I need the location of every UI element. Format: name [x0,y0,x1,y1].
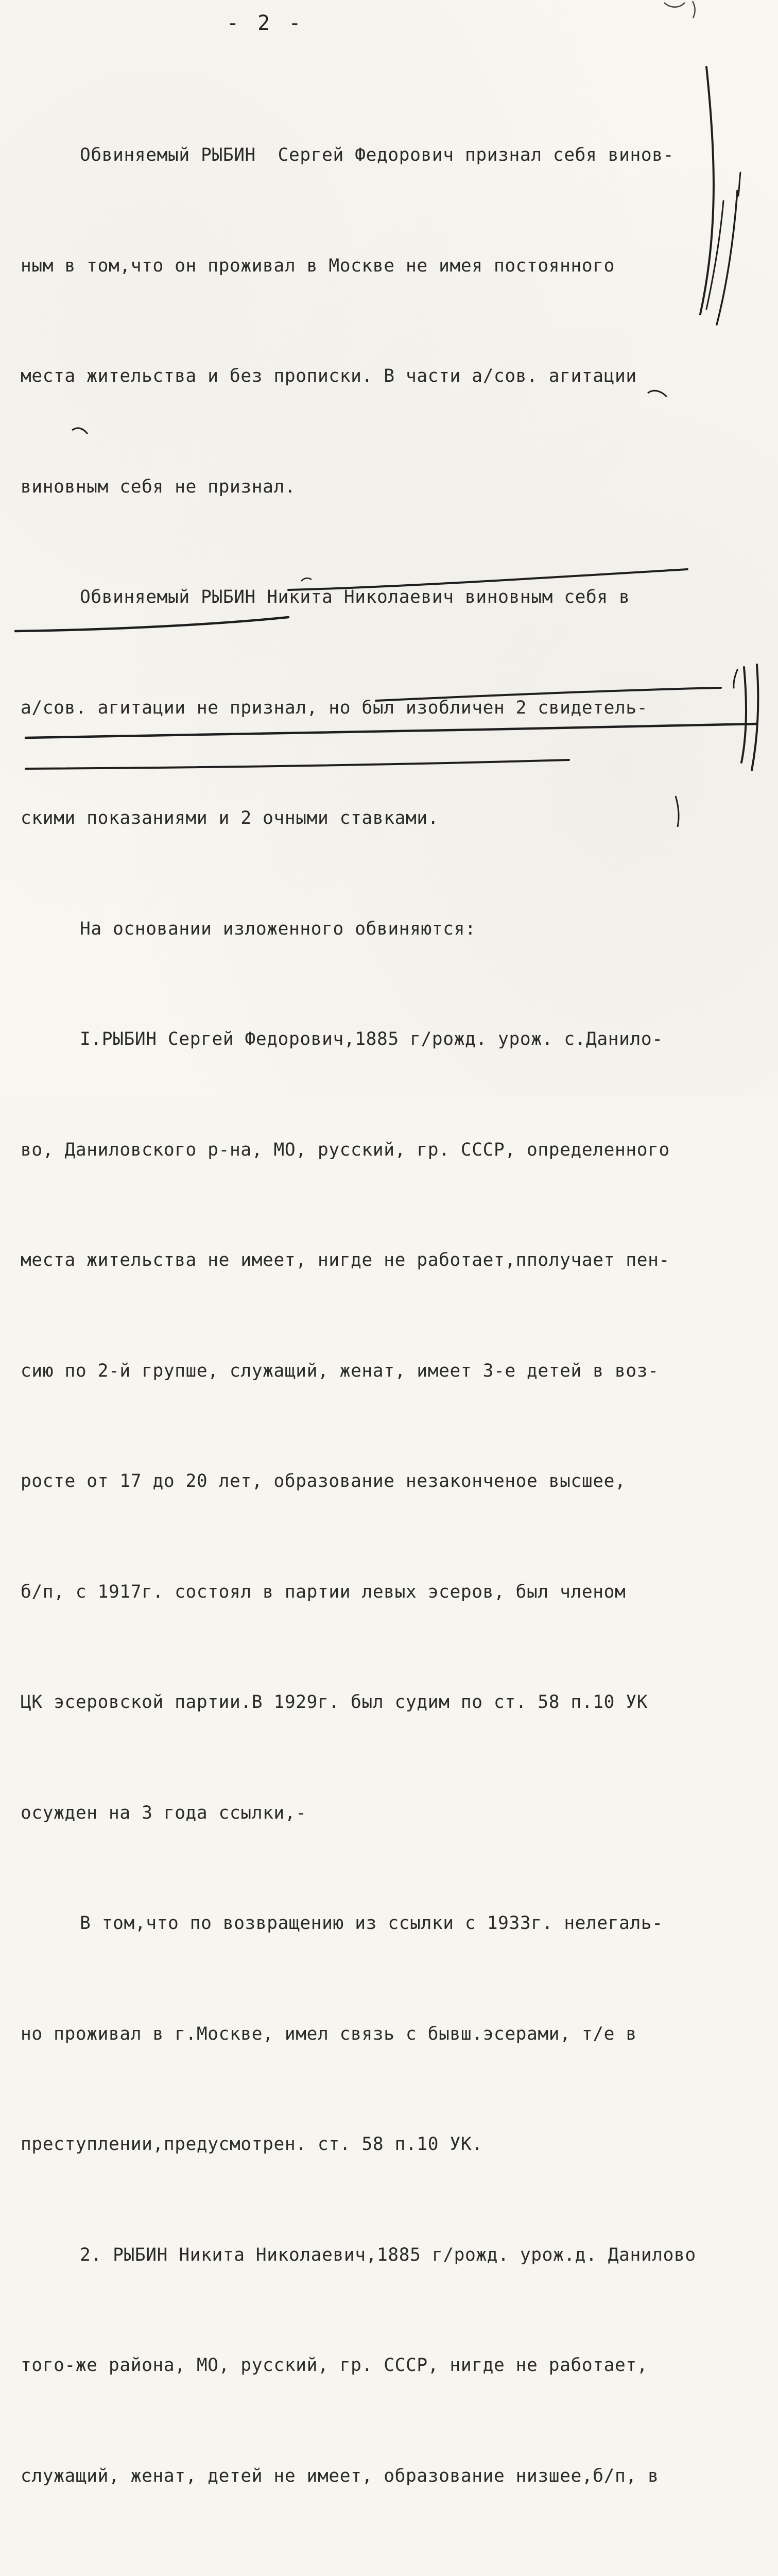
margin-stroke [752,665,758,770]
text-line: но проживал в г.Москве, имел связь с бывш.эсерами, т/е в [21,2023,637,2044]
text-line: На основании изложенного обвиняются: [80,918,476,939]
margin-stroke [738,173,740,196]
text-line: сию по 2-й групше, служащий, женат, имеет 3-е детей в воз- [21,1360,659,1381]
text-line: осужден на 3 года ссылки,- [21,1802,307,1823]
text-line: скими показаниями и 2 очными ставками. [21,808,439,828]
text-line: I.РЫБИН Сергей Федорович,1885 г/рожд. урож. с.Данило- [80,1029,663,1049]
text-line: во, Даниловского р-на, МО, русский, гр. СССР, определенного [21,1139,670,1160]
text-line: служащий, женат, детей не имеет, образование низшее,б/п, в [21,2465,659,2486]
typed-text-block [21,63,731,2576]
text-line: ЦК эсеровской партии.В 1929г. был судим по ст. 58 п.10 УК [21,1692,648,1713]
text-line: б/п, с 1917г. состоял в партии левых эсеров, был членом [21,1581,626,1602]
text-line: В том,что по возвращению из ссылки с 1933г. нелегаль- [80,1913,663,1934]
text-line: преступлении,предусмотрен. ст. 58 п.10 УК. [21,2134,483,2155]
text-line: Обвиняемый РЫБИН Сергей Федорович признал себя винов- [80,145,675,165]
page-number: - 2 - [227,11,304,35]
text-line [21,2568,731,2576]
text-line: росте от 17 до 20 лет, образование незаконченое высшее, [21,1471,626,1492]
text-line: места жительства и без прописки. В части а/сов. агитации [21,366,637,386]
text-line: Обвиняемый РЫБИН Никита Николаевич виновным себя в [80,587,630,607]
margin-stroke [664,3,685,7]
text-line: 2. РЫБИН Никита Николаевич,1885 г/рожд. урож.д. Данилово [80,2244,696,2265]
text-line: а/сов. агитации не признал, но был изобличен 2 свидетель- [21,697,648,718]
margin-stroke [734,670,737,688]
text-line: ным в том,что он проживал в Москве не имея постоянного [21,255,615,276]
text-line: того-же района, МО, русский, гр. СССР, нигде не работает, [21,2355,648,2376]
text-line: виновным себя не признал. [21,476,296,497]
margin-stroke [693,1,695,18]
text-line: места жительства не имеет, нигде не работает,пполучает пен- [21,1250,670,1270]
margin-stroke [741,667,746,762]
